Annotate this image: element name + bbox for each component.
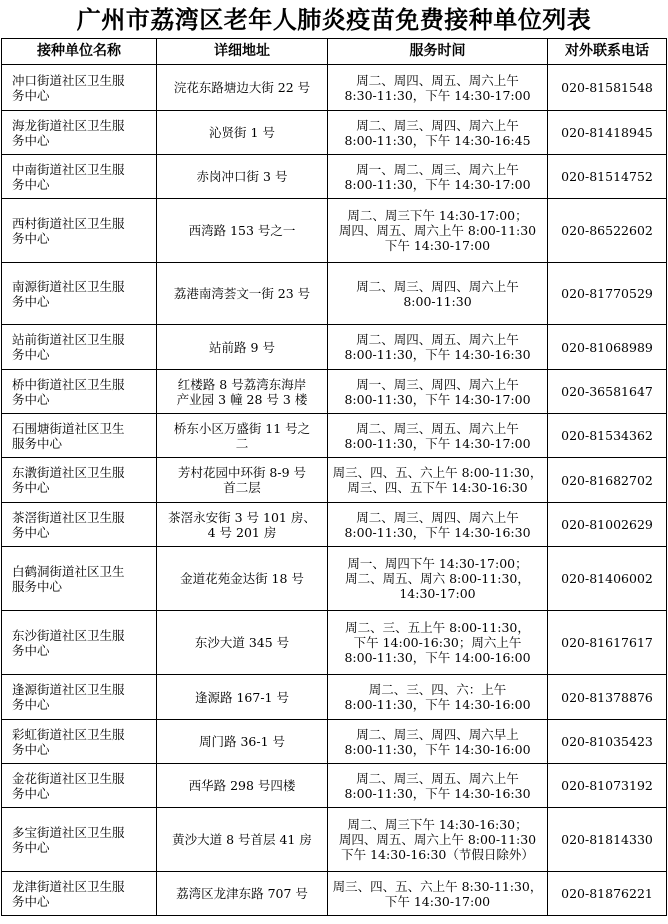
address-cell-line: 赤岗冲口街 3 号 — [196, 169, 288, 184]
unit-name-cell-line: 龙津街道社区卫生服 — [12, 878, 125, 894]
document-title: 广州市荔湾区老年人肺炎疫苗免费接种单位列表 — [76, 6, 592, 34]
unit-name-cell-line: 务中心 — [12, 293, 50, 309]
service-hours-cell-line: 周二、周三、周四、周六上午 — [356, 509, 519, 525]
service-hours-cell — [328, 611, 548, 675]
service-hours-cell — [328, 872, 548, 916]
unit-name-cell-line: 务中心 — [12, 785, 50, 801]
service-hours-cell-line: 8:00-11:30，下午 14:30-16:00 — [344, 697, 531, 712]
address-cell-line: 黄沙大道 8 号首层 41 房 — [172, 832, 312, 847]
unit-name-cell — [2, 808, 157, 872]
phone-cell: 020-81002629 — [548, 503, 667, 547]
service-hours-cell-line: 下午 14:00-16:30；周六上午 — [353, 635, 522, 650]
unit-name-cell-line: 务中心 — [12, 132, 50, 148]
unit-name-cell-line: 务中心 — [12, 87, 50, 103]
phone-cell: 020-81378876 — [548, 675, 667, 720]
unit-name-cell-line: 务中心 — [12, 176, 50, 192]
unit-name-cell-line: 逢源街道社区卫生服 — [12, 682, 125, 697]
service-hours-cell-line: 8:00-11:30，下午 14:30-16:30 — [344, 347, 531, 362]
unit-name-cell-line: 务中心 — [12, 741, 50, 757]
address-cell-line: 逢源路 167-1 号 — [195, 689, 289, 705]
phone-cell: 020-81514752 — [548, 155, 667, 199]
phone-cell: 020-81406002 — [548, 547, 667, 611]
address-cell — [157, 458, 328, 503]
phone-cell: 020-81073192 — [548, 764, 667, 808]
unit-name-cell-line: 服务中心 — [12, 578, 63, 594]
unit-name-cell-line: 西村街道社区卫生服 — [12, 215, 125, 231]
phone-cell: 020-81814330 — [548, 808, 667, 872]
service-hours-cell — [328, 764, 548, 808]
header-row — [2, 39, 667, 65]
unit-name-cell — [2, 263, 157, 325]
phone-cell: 020-86522602 — [548, 199, 667, 263]
table-row — [2, 65, 667, 111]
address-cell — [157, 872, 328, 916]
vaccination-units-table — [1, 38, 667, 916]
service-hours-cell-line: 周二、周三、周四、周六上午 — [356, 117, 519, 133]
service-hours-cell — [328, 325, 548, 370]
phone-cell: 020-81534362 — [548, 414, 667, 458]
unit-name-cell-line: 东漖街道社区卫生服 — [12, 465, 125, 480]
service-hours-cell-line: 8:30-11:30，下午 14:30-17:00 — [344, 87, 531, 103]
table-row — [2, 199, 667, 263]
service-hours-cell-line: 8:00-11:30，下午 14:30-16:00 — [344, 741, 531, 757]
unit-name-cell-line: 海龙街道社区卫生服 — [12, 117, 125, 133]
service-hours-cell — [328, 370, 548, 414]
service-hours-cell — [328, 675, 548, 720]
address-cell — [157, 325, 328, 370]
table-row — [2, 111, 667, 155]
address-cell — [157, 199, 328, 263]
service-hours-cell — [328, 808, 548, 872]
service-hours-cell-line: 8:00-11:30，下午 14:30-17:00 — [344, 391, 531, 407]
unit-name-cell-line: 东沙街道社区卫生服 — [12, 627, 125, 643]
unit-name-cell — [2, 503, 157, 547]
address-cell — [157, 720, 328, 764]
service-hours-cell-line: 8:00-11:30，下午 14:30-17:00 — [344, 435, 531, 451]
phone-cell: 020-81682702 — [548, 458, 667, 503]
service-hours-cell-line: 周二、周五、周六 8:00-11:30， — [345, 571, 530, 586]
service-hours-cell-line: 周二、周三、周五、周六上午 — [356, 770, 519, 786]
service-hours-cell-line: 周二、周三、周五、周六上午 — [356, 420, 519, 436]
address-cell — [157, 764, 328, 808]
service-hours-cell — [328, 199, 548, 263]
table-row — [2, 675, 667, 720]
table-row — [2, 872, 667, 916]
service-hours-cell-line: 周一、周二、周三、周六上午 — [356, 161, 519, 177]
service-hours-cell-line: 周四、周五、周六上午 8:00-11:30 — [338, 223, 537, 238]
table-row — [2, 155, 667, 199]
service-hours-cell-line: 8:00-11:30，下午 14:30-16:45 — [344, 132, 531, 148]
service-hours-cell-line: 8:00-11:30，下午 14:00-16:00 — [344, 650, 531, 665]
service-hours-cell-line: 14:30-17:00 — [399, 586, 476, 601]
service-hours-cell-line: 周二、周四、周五、周六上午 — [356, 332, 519, 347]
unit-name-cell — [2, 764, 157, 808]
service-hours-cell-line: 8:00-11:30，下午 14:30-16:30 — [344, 785, 531, 801]
service-hours-cell-line: 周二、周三、周四、周六早上 — [356, 726, 519, 742]
table-row — [2, 370, 667, 414]
phone-cell: 020-81770529 — [548, 263, 667, 325]
header-phone: 对外联系电话 — [548, 39, 667, 65]
phone-cell: 020-81068989 — [548, 325, 667, 370]
unit-name-cell — [2, 65, 157, 111]
address-cell — [157, 808, 328, 872]
unit-name-cell — [2, 547, 157, 611]
address-cell-line: 东沙大道 345 号 — [194, 635, 290, 650]
unit-name-cell-line: 白鹤洞街道社区卫生 — [12, 563, 125, 579]
unit-name-cell — [2, 720, 157, 764]
unit-name-cell-line: 冲口街道社区卫生服 — [12, 72, 125, 88]
service-hours-cell-line: 8:00-11:30，下午 14:30-17:00 — [344, 176, 531, 192]
unit-name-cell-line: 金花街道社区卫生服 — [12, 770, 125, 786]
service-hours-cell-line: 周三、四、五、六上午 8:00-11:30， — [332, 465, 543, 480]
unit-name-cell — [2, 325, 157, 370]
service-hours-cell — [328, 458, 548, 503]
unit-name-cell — [2, 675, 157, 720]
address-cell — [157, 547, 328, 611]
header-unit-name: 接种单位名称 — [2, 39, 157, 65]
service-hours-cell-line: 周一、周三、周四、周六上午 — [356, 376, 519, 392]
service-hours-cell-line: 周三、四、五、六上午 8:30-11:30， — [332, 878, 543, 894]
service-hours-cell-line: 周二、周四、周五、周六上午 — [356, 72, 519, 88]
table-row — [2, 458, 667, 503]
address-cell-line: 荔湾区龙津东路 707 号 — [176, 886, 308, 901]
service-hours-cell-line: 周四、周五、周六上午 8:00-11:30 — [338, 832, 537, 847]
phone-cell: 020-81876221 — [548, 872, 667, 916]
address-cell — [157, 414, 328, 458]
phone-cell: 020-81617617 — [548, 611, 667, 675]
address-cell-line: 二 — [235, 435, 249, 451]
service-hours-cell-line: 周二、三、四、六：上午 — [368, 682, 507, 697]
header-address: 详细地址 — [157, 39, 328, 65]
address-cell-line: 西湾路 153 号之一 — [188, 223, 296, 238]
header-service-hours: 服务时间 — [328, 39, 548, 65]
service-hours-cell — [328, 720, 548, 764]
address-cell-line: 芳村花园中环街 8-9 号 — [177, 465, 307, 480]
phone-cell: 020-81418945 — [548, 111, 667, 155]
service-hours-cell — [328, 263, 548, 325]
phone-cell: 020-81035423 — [548, 720, 667, 764]
address-cell-line: 桥东小区万盛街 11 号之 — [173, 420, 311, 436]
address-cell-line: 4 号 201 房 — [207, 524, 277, 540]
service-hours-cell-line: 周三、四、五下午 14:30-16:30 — [347, 480, 528, 495]
table-row — [2, 325, 667, 370]
table-row — [2, 720, 667, 764]
table-body — [2, 65, 667, 916]
address-cell-line: 沁贤街 1 号 — [209, 125, 275, 140]
address-cell — [157, 155, 328, 199]
address-cell — [157, 370, 328, 414]
address-cell-line: 茶滘永安街 3 号 101 房、 — [168, 509, 316, 525]
unit-name-cell-line: 务中心 — [12, 893, 50, 909]
phone-cell: 020-36581647 — [548, 370, 667, 414]
unit-name-cell — [2, 370, 157, 414]
unit-name-cell — [2, 458, 157, 503]
service-hours-cell-line: 8:00-11:30 — [403, 293, 472, 309]
unit-name-cell — [2, 611, 157, 675]
address-cell-line: 红楼路 8 号荔湾东海岸 — [177, 376, 307, 392]
unit-name-cell-line: 茶滘街道社区卫生服 — [12, 509, 125, 525]
unit-name-cell-line: 多宝街道社区卫生服 — [12, 824, 125, 840]
unit-name-cell-line: 务中心 — [12, 391, 50, 407]
unit-name-cell-line: 务中心 — [12, 642, 50, 658]
table-row — [2, 764, 667, 808]
address-cell — [157, 503, 328, 547]
table-row — [2, 414, 667, 458]
unit-name-cell — [2, 111, 157, 155]
unit-name-cell-line: 彩虹街道社区卫生服 — [12, 726, 125, 742]
service-hours-cell-line: 周二、周三、周四、周六上午 — [356, 278, 519, 294]
address-cell-line: 金道花苑金达街 18 号 — [180, 571, 304, 586]
address-cell-line: 产业园 3 幢 28 号 3 楼 — [176, 391, 308, 407]
service-hours-cell-line: 下午 14:30-16:30（节假日除外） — [341, 847, 534, 862]
unit-name-cell-line: 站前街道社区卫生服 — [12, 332, 125, 347]
unit-name-cell-line: 桥中街道社区卫生服 — [12, 376, 125, 392]
service-hours-cell-line: 8:00-11:30，下午 14:30-16:30 — [344, 524, 531, 540]
unit-name-cell-line: 务中心 — [12, 480, 50, 495]
service-hours-cell-line: 下午 14:30-17:00 — [384, 238, 491, 253]
service-hours-cell — [328, 503, 548, 547]
address-cell — [157, 263, 328, 325]
unit-name-cell — [2, 155, 157, 199]
service-hours-cell-line: 周一、周四下午 14:30-17:00； — [347, 556, 528, 571]
service-hours-cell-line: 下午 14:30-17:00 — [384, 893, 491, 909]
service-hours-cell — [328, 111, 548, 155]
address-cell — [157, 675, 328, 720]
unit-name-cell-line: 务中心 — [12, 347, 50, 362]
table-row — [2, 547, 667, 611]
unit-name-cell-line: 服务中心 — [12, 435, 63, 451]
address-cell — [157, 611, 328, 675]
unit-name-cell-line: 务中心 — [12, 697, 50, 712]
address-cell — [157, 111, 328, 155]
unit-name-cell-line: 南源街道社区卫生服 — [12, 278, 125, 294]
service-hours-cell — [328, 155, 548, 199]
unit-name-cell-line: 务中心 — [12, 230, 50, 246]
unit-name-cell — [2, 199, 157, 263]
unit-name-cell-line: 石围塘街道社区卫生 — [12, 420, 125, 436]
address-cell-line: 站前路 9 号 — [209, 339, 275, 355]
table-row — [2, 808, 667, 872]
service-hours-cell — [328, 547, 548, 611]
service-hours-cell-line: 周二、周三下午 14:30-17:00； — [347, 208, 528, 223]
unit-name-cell-line: 务中心 — [12, 524, 50, 540]
unit-name-cell — [2, 414, 157, 458]
unit-name-cell-line: 中南街道社区卫生服 — [12, 161, 125, 177]
address-cell-line: 浣花东路塘边大街 22 号 — [173, 80, 311, 95]
service-hours-cell — [328, 65, 548, 111]
address-cell — [157, 65, 328, 111]
table-row — [2, 263, 667, 325]
service-hours-cell-line: 周二、周三下午 14:30-16:30； — [347, 817, 528, 832]
address-cell-line: 首二层 — [223, 480, 261, 495]
unit-name-cell — [2, 872, 157, 916]
address-cell-line: 周门路 36-1 号 — [198, 734, 286, 749]
service-hours-cell — [328, 414, 548, 458]
phone-cell: 020-81581548 — [548, 65, 667, 111]
table-row — [2, 611, 667, 675]
unit-name-cell-line: 务中心 — [12, 839, 50, 855]
address-cell-line: 荔港南湾荟文一街 23 号 — [173, 286, 311, 301]
service-hours-cell-line: 周二、三、五上午 8:00-11:30， — [345, 620, 530, 635]
address-cell-line: 西华路 298 号四楼 — [188, 778, 296, 793]
table-row — [2, 503, 667, 547]
